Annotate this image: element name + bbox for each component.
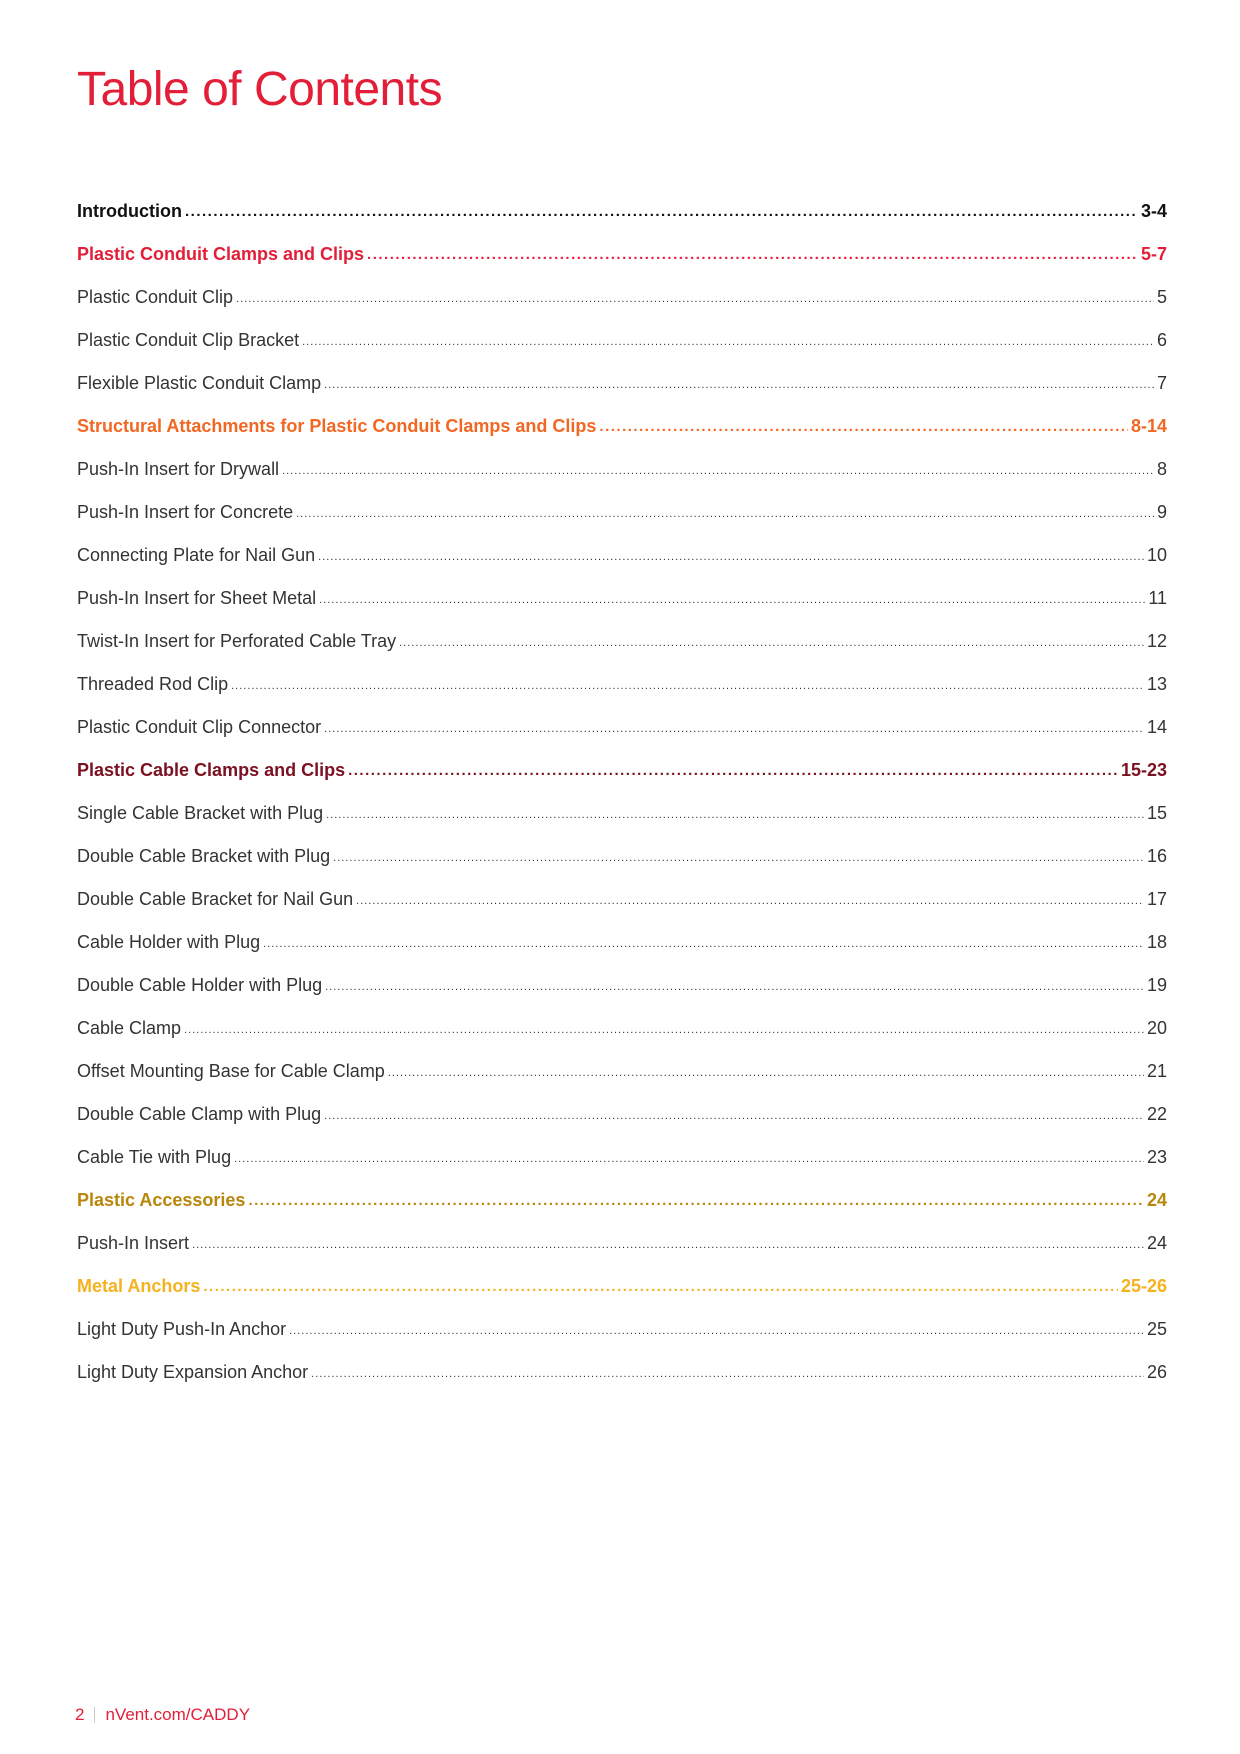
toc-entry-pages: 15-23: [1120, 760, 1167, 780]
page-number: 2: [75, 1705, 85, 1724]
table-of-contents: [77, 193, 1167, 1397]
dot-leader: [599, 407, 1128, 445]
toc-entry[interactable]: [77, 967, 1167, 1010]
toc-entry-pages: 25: [1146, 1319, 1167, 1339]
toc-entry-pages: 3-4: [1140, 201, 1167, 221]
toc-entry[interactable]: [77, 1311, 1167, 1354]
toc-section-entry[interactable]: [77, 408, 1167, 451]
dot-leader: [231, 665, 1144, 704]
toc-entry-label: Flexible Plastic Conduit Clamp: [77, 373, 322, 393]
dot-leader: [234, 1138, 1144, 1177]
dot-leader: [296, 493, 1154, 532]
toc-entry[interactable]: [77, 1096, 1167, 1139]
dot-leader: [325, 966, 1144, 1005]
toc-entry-label: Push-In Insert: [77, 1233, 190, 1253]
toc-entry-label: Double Cable Bracket with Plug: [77, 846, 331, 866]
toc-entry[interactable]: [77, 537, 1167, 580]
toc-entry-label: Plastic Conduit Clamps and Clips: [77, 244, 365, 264]
dot-leader: [185, 192, 1138, 230]
toc-section-entry[interactable]: [77, 752, 1167, 795]
toc-entry[interactable]: [77, 1225, 1167, 1268]
toc-entry-pages: 13: [1146, 674, 1167, 694]
dot-leader: [203, 1267, 1118, 1305]
dot-leader: [192, 1224, 1144, 1263]
toc-entry-label: Twist-In Insert for Perforated Cable Tray: [77, 631, 397, 651]
page-footer: [75, 1705, 250, 1725]
toc-entry[interactable]: [77, 580, 1167, 623]
toc-section-entry[interactable]: [77, 193, 1167, 236]
toc-entry[interactable]: [77, 709, 1167, 752]
toc-entry-label: Cable Holder with Plug: [77, 932, 261, 952]
dot-leader: [289, 1310, 1144, 1349]
toc-entry-label: Plastic Conduit Clip Bracket: [77, 330, 300, 350]
toc-entry-pages: 7: [1156, 373, 1167, 393]
toc-entry-pages: 16: [1146, 846, 1167, 866]
toc-entry-label: Plastic Cable Clamps and Clips: [77, 760, 346, 780]
toc-entry-pages: 24: [1146, 1190, 1167, 1210]
dot-leader: [388, 1052, 1144, 1091]
toc-entry-label: Structural Attachments for Plastic Conduit Clamps and Clips: [77, 416, 597, 436]
toc-entry-label: Cable Clamp: [77, 1018, 182, 1038]
dot-leader: [184, 1009, 1144, 1048]
toc-entry-pages: 10: [1146, 545, 1167, 565]
toc-entry-label: Plastic Accessories: [77, 1190, 246, 1210]
toc-entry[interactable]: [77, 881, 1167, 924]
toc-entry[interactable]: [77, 795, 1167, 838]
footer-link[interactable]: nVent.com/CADDY: [105, 1705, 251, 1724]
toc-entry-label: Light Duty Push-In Anchor: [77, 1319, 287, 1339]
toc-entry-pages: 14: [1146, 717, 1167, 737]
toc-entry-label: Push-In Insert for Sheet Metal: [77, 588, 317, 608]
dot-leader: [236, 278, 1154, 317]
toc-entry[interactable]: [77, 838, 1167, 881]
dot-leader: [248, 1181, 1144, 1219]
dot-leader: [399, 622, 1144, 661]
dot-leader: [311, 1353, 1144, 1392]
toc-section-entry[interactable]: [77, 1182, 1167, 1225]
toc-entry-label: Metal Anchors: [77, 1276, 201, 1296]
toc-entry-pages: 17: [1146, 889, 1167, 909]
toc-entry-pages: 11: [1148, 588, 1167, 608]
toc-entry-pages: 22: [1146, 1104, 1167, 1124]
dot-leader: [324, 1095, 1144, 1134]
toc-entry-label: Plastic Conduit Clip Connector: [77, 717, 322, 737]
toc-entry[interactable]: [77, 1139, 1167, 1182]
toc-entry-label: Offset Mounting Base for Cable Clamp: [77, 1061, 385, 1081]
toc-entry-label: Plastic Conduit Clip: [77, 287, 234, 307]
toc-entry-pages: 8: [1156, 459, 1167, 479]
toc-entry-pages: 19: [1146, 975, 1167, 995]
toc-entry[interactable]: [77, 451, 1167, 494]
dot-leader: [348, 751, 1118, 789]
toc-entry-label: Cable Tie with Plug: [77, 1147, 232, 1167]
toc-entry-pages: 12: [1146, 631, 1167, 651]
footer-divider: [94, 1707, 95, 1723]
dot-leader: [318, 536, 1144, 575]
toc-section-entry[interactable]: [77, 1268, 1167, 1311]
toc-entry-pages: 5: [1156, 287, 1167, 307]
toc-entry-pages: 20: [1146, 1018, 1167, 1038]
toc-entry-pages: 24: [1146, 1233, 1167, 1253]
toc-entry[interactable]: [77, 322, 1167, 365]
page-title: Table of Contents: [77, 63, 443, 116]
toc-entry[interactable]: [77, 924, 1167, 967]
toc-entry[interactable]: [77, 494, 1167, 537]
toc-entry[interactable]: [77, 365, 1167, 408]
dot-leader: [367, 235, 1138, 273]
toc-entry-label: Double Cable Bracket for Nail Gun: [77, 889, 354, 909]
toc-entry[interactable]: [77, 1354, 1167, 1397]
toc-entry-label: Light Duty Expansion Anchor: [77, 1362, 309, 1382]
toc-entry-pages: 26: [1146, 1362, 1167, 1382]
dot-leader: [302, 321, 1154, 360]
toc-entry-label: Threaded Rod Clip: [77, 674, 229, 694]
dot-leader: [356, 880, 1144, 919]
toc-entry-pages: 8-14: [1130, 416, 1167, 436]
toc-entry-label: Push-In Insert for Concrete: [77, 502, 294, 522]
toc-entry[interactable]: [77, 1053, 1167, 1096]
dot-leader: [324, 708, 1144, 747]
toc-entry-label: Double Cable Holder with Plug: [77, 975, 323, 995]
toc-section-entry[interactable]: [77, 236, 1167, 279]
toc-entry-label: Push-In Insert for Drywall: [77, 459, 280, 479]
dot-leader: [326, 794, 1144, 833]
toc-entry-pages: 6: [1156, 330, 1167, 350]
dot-leader: [333, 837, 1144, 876]
dot-leader: [282, 450, 1154, 489]
toc-entry-label: Introduction: [77, 201, 182, 221]
toc-entry-label: Single Cable Bracket with Plug: [77, 803, 324, 823]
toc-entry-label: Double Cable Clamp with Plug: [77, 1104, 322, 1124]
toc-entry[interactable]: [77, 279, 1167, 322]
toc-entry[interactable]: [77, 623, 1167, 666]
dot-leader: [319, 579, 1145, 618]
dot-leader: [263, 923, 1144, 962]
toc-entry-pages: 18: [1146, 932, 1167, 952]
toc-entry[interactable]: [77, 1010, 1167, 1053]
toc-entry-pages: 23: [1146, 1147, 1167, 1167]
toc-entry-pages: 25-26: [1120, 1276, 1167, 1296]
toc-entry-pages: 5-7: [1140, 244, 1167, 264]
toc-entry[interactable]: [77, 666, 1167, 709]
dot-leader: [324, 364, 1154, 403]
toc-entry-label: Connecting Plate for Nail Gun: [77, 545, 316, 565]
toc-entry-pages: 15: [1146, 803, 1167, 823]
toc-entry-pages: 9: [1156, 502, 1167, 522]
toc-entry-pages: 21: [1146, 1061, 1167, 1081]
